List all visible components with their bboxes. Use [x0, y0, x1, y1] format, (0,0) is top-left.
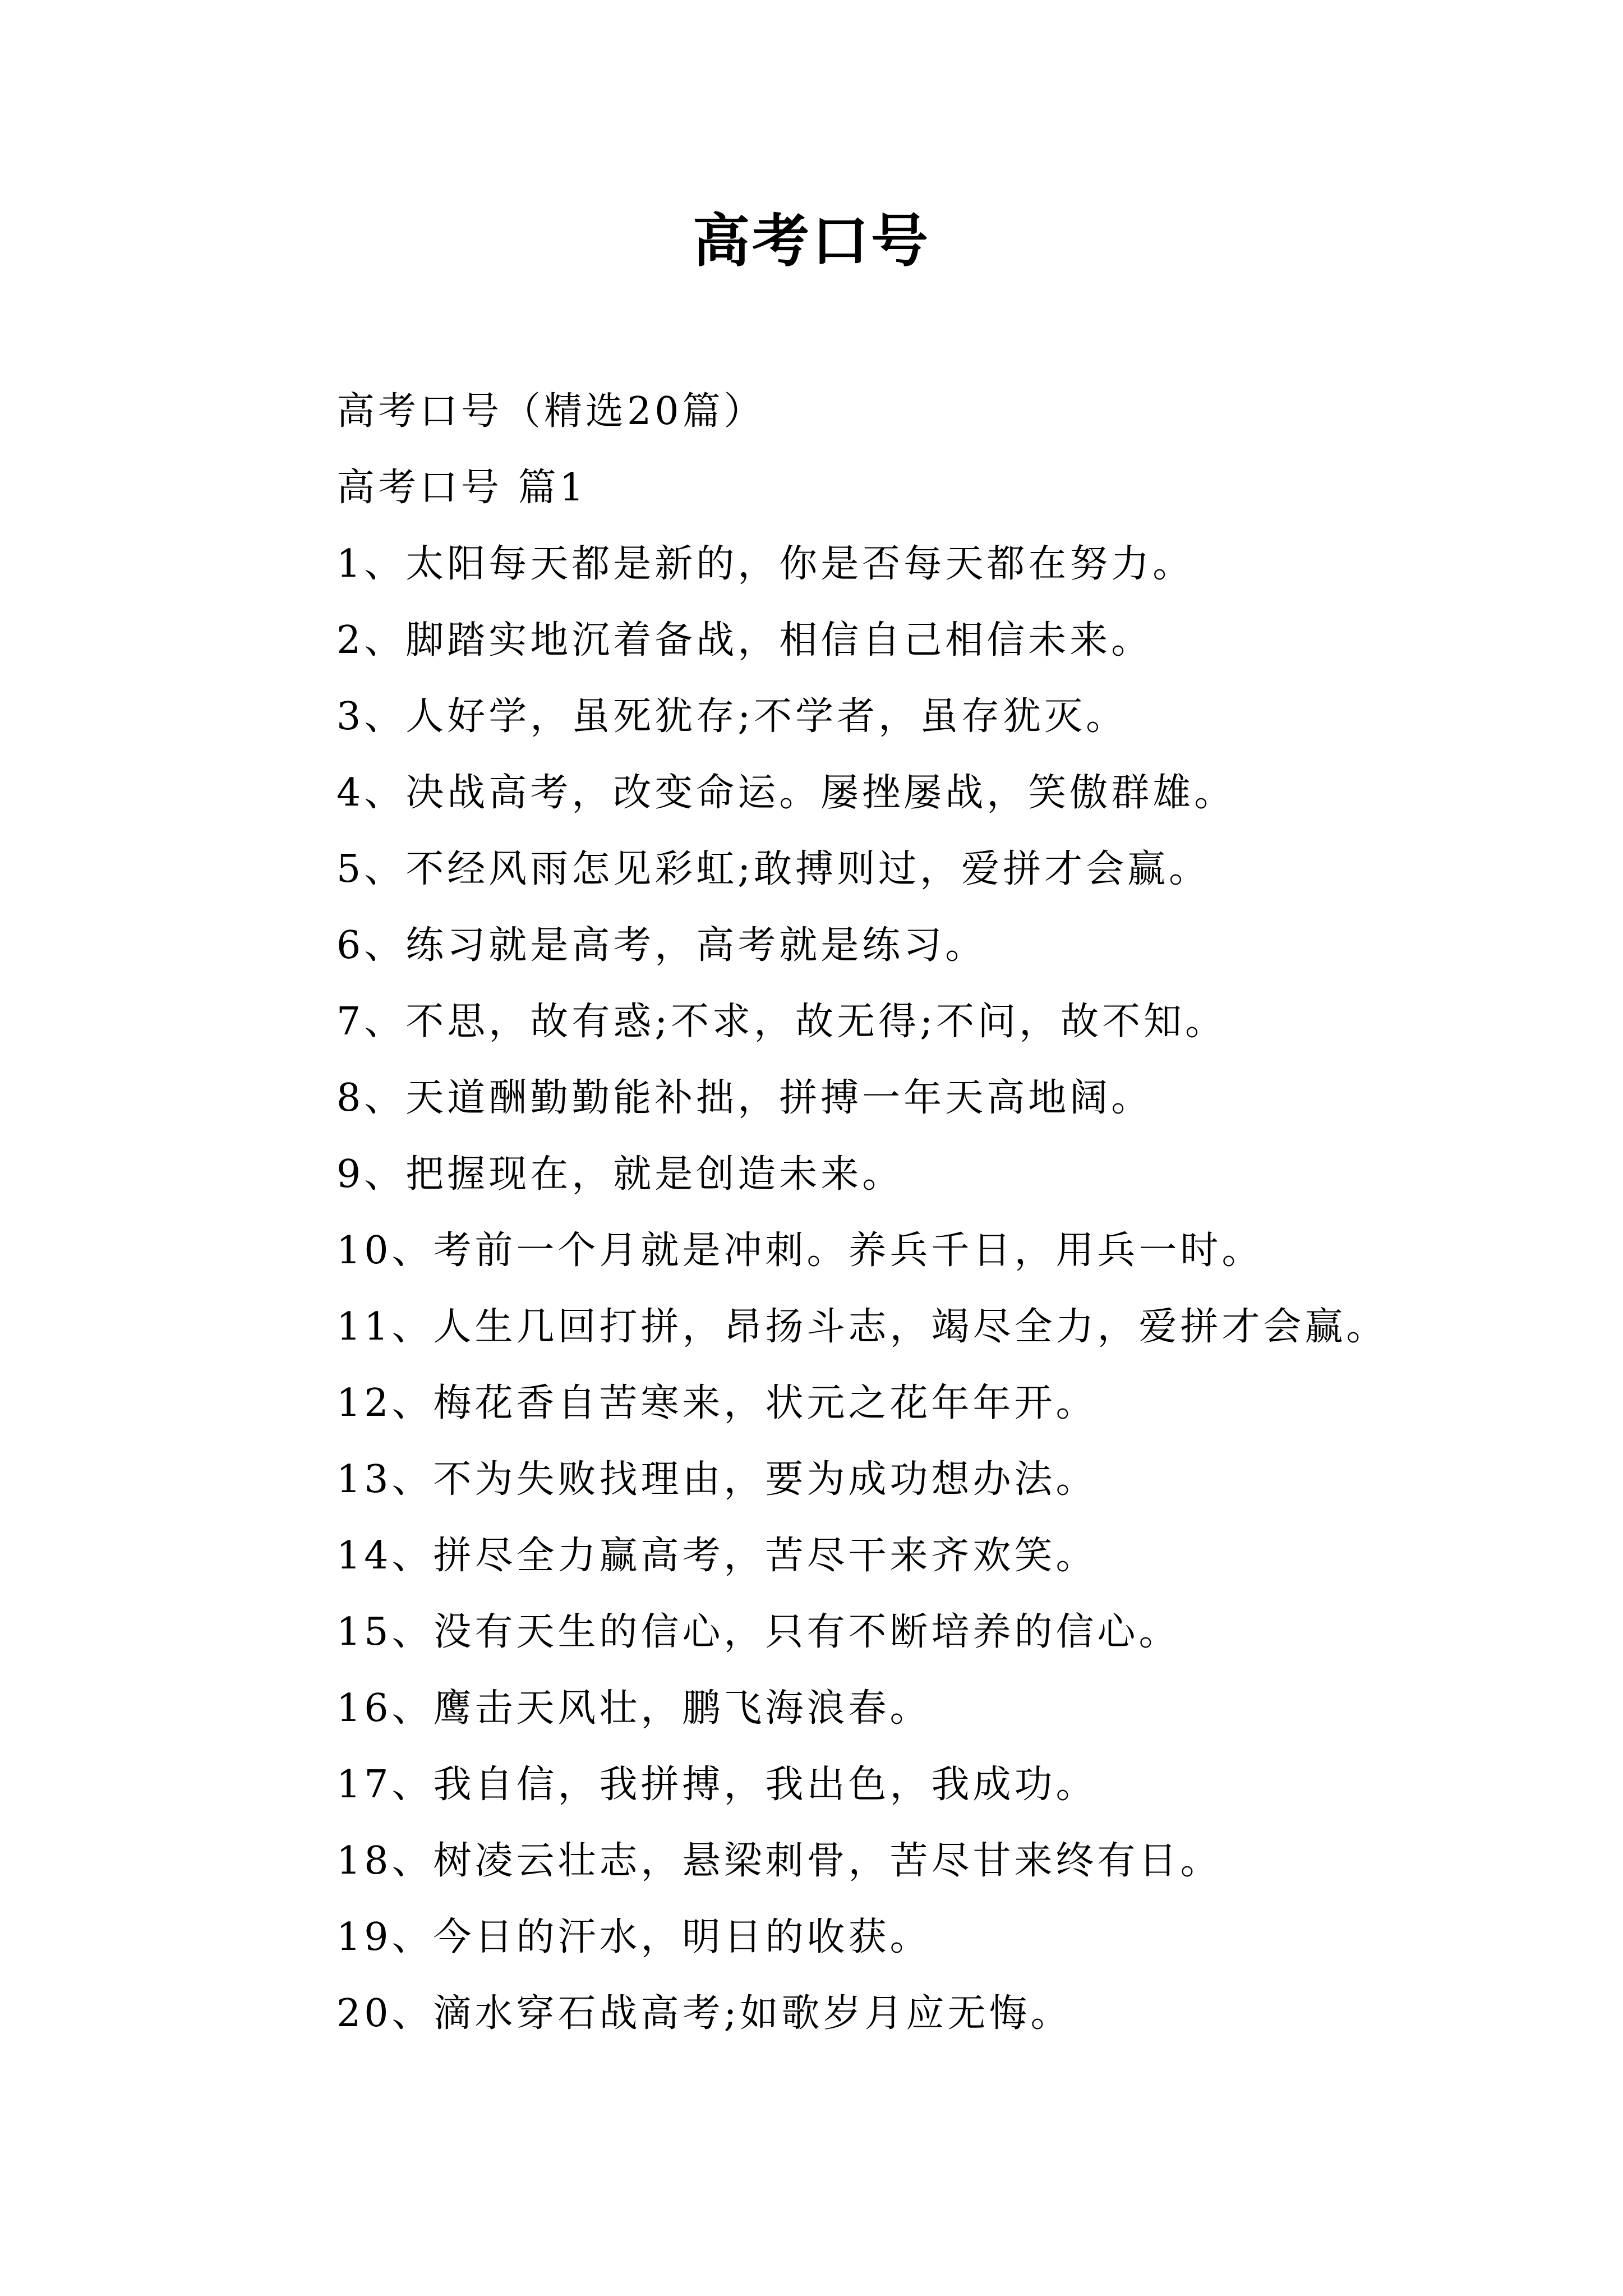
slogan-item: 4、决战高考，改变命运。屡挫屡战，笑傲群雄。	[336, 771, 1236, 815]
slogan-item: 3、人好学，虽死犹存;不学者，虽存犹灭。	[336, 694, 1128, 739]
document-subtitle: 高考口号（精选20篇）	[336, 389, 766, 434]
slogan-item: 15、没有天生的信心，只有不断培养的信心。	[336, 1610, 1181, 1654]
slogan-item: 10、考前一个月就是冲刺。养兵千日，用兵一时。	[336, 1228, 1264, 1273]
slogan-item: 18、树凌云壮志，悬梁刺骨，苦尽甘来终有日。	[336, 1839, 1222, 1883]
slogan-item: 7、不思，故有惑;不求，故无得;不问，故不知。	[336, 1000, 1227, 1044]
slogan-item: 9、把握现在，就是创造未来。	[336, 1152, 904, 1197]
slogan-item: 1、太阳每天都是新的，你是否每天都在努力。	[336, 542, 1195, 586]
slogan-item: 16、鹰击天风壮，鹏飞海浪春。	[336, 1686, 932, 1731]
slogan-item: 5、不经风雨怎见彩虹;敢搏则过，爱拼才会赢。	[336, 847, 1211, 891]
slogan-item: 8、天道酬勤勤能补拙，拼搏一年天高地阔。	[336, 1076, 1153, 1120]
document-body	[336, 374, 1542, 2052]
slogan-item: 6、练习就是高考，高考就是练习。	[336, 923, 987, 968]
section-heading: 高考口号 篇1	[336, 466, 587, 510]
slogan-item: 11、人生几回打拼，昂扬斗志，竭尽全力，爱拼才会赢。	[336, 1305, 1388, 1349]
slogan-item: 19、今日的汗水，明日的收获。	[336, 1915, 932, 1959]
slogan-item: 13、不为失败找理由，要为成功想办法。	[336, 1457, 1098, 1502]
slogan-item: 12、梅花香自苦寒来，状元之花年年开。	[336, 1381, 1098, 1425]
slogan-item: 20、滴水穿石战高考;如歌岁月应无悔。	[336, 1991, 1072, 2036]
document-title: 高考口号	[693, 208, 930, 275]
slogan-item: 17、我自信，我拼搏，我出色，我成功。	[336, 1763, 1098, 1807]
slogan-item: 14、拼尽全力赢高考，苦尽干来齐欢笑。	[336, 1534, 1098, 1578]
slogan-item: 2、脚踏实地沉着备战，相信自己相信未来。	[336, 618, 1153, 662]
